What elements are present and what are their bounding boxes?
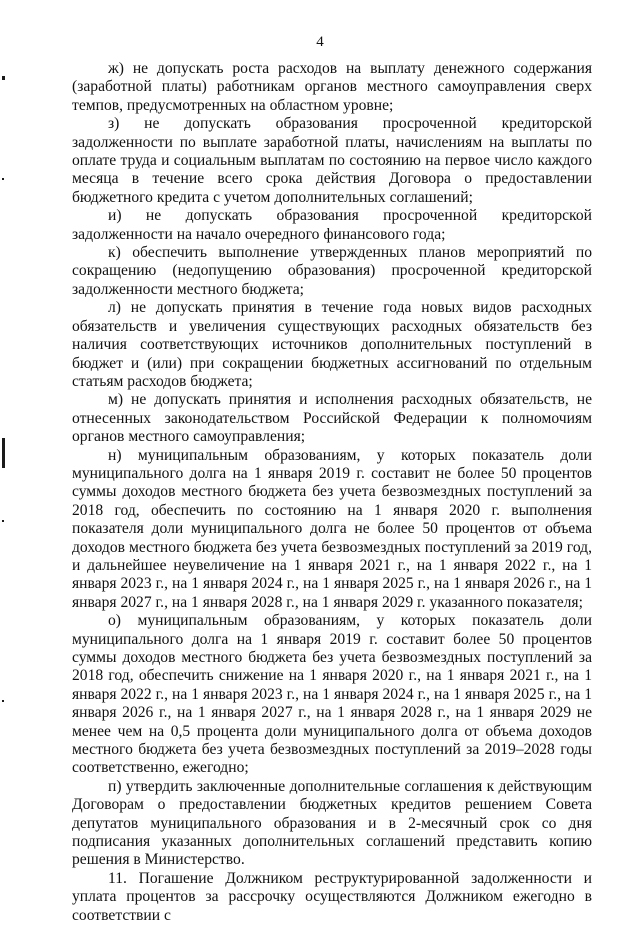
margin-scan-mark — [2, 438, 5, 468]
margin-scan-mark — [2, 700, 4, 702]
paragraph-l: л) не допускать принятия в течение года новых видов расходных обязательств и увеличения существующих расходных обязательств без наличия соответствующих источников дополнительных поступлений в бюджет и (или) при сокращении бюджетных ассигнований по отдельным статьям расходов бюджета; — [72, 299, 592, 390]
paragraph-i: и) не допускать образования просроченной кредиторской задолженности на начало очередного финансового года; — [72, 207, 592, 243]
margin-scan-mark — [2, 178, 4, 180]
page-number: 4 — [316, 34, 324, 50]
paragraph-p: п) утвердить заключенные дополнительные соглашения к действующим Договорам о предоставлении бюджетных кредитов решением Совета депутатов муниципального образования и в 2-месячный срок со дня подписания указанных дополнительных соглашений представить копию решения в Министерство. — [72, 777, 592, 869]
paragraph-11: 11. Погашение Должником реструктурированной задолженности и уплата процентов за рассрочку осуществляются Должником ежегодно в соответствии с — [72, 869, 592, 924]
paragraph-k: к) обеспечить выполнение утвержденных планов мероприятий по сокращению (недопущению образования) просроченной кредиторской задолженности местного бюджета; — [72, 244, 592, 298]
paragraph-o: о) муниципальным образованиям, у которых показатель доли муниципального долга на 1 января 2019 г. составит более 50 процентов суммы доходов местного бюджета без учета безвозмездных поступлений за 2018 год, обеспечить снижение на 1 января 2020 г., на 1 января 2021 г., на 1 января 2022 г., на 1 января 2023 г., на 1 января 2024 г., на 1 января 2025 г., на 1 января 2026 г., на 1 января 2027 г., на 1 января 2028 г., на 1 января 2029 не менее чем на 0,5 процента доли муниципального долга от объема доходов местного бюджета без учета безвозмездных поступлений за 2019–2028 годы соответственно, ежегодно; — [72, 612, 592, 777]
paragraph-zh: ж) не допускать роста расходов на выплату денежного содержания (заработной платы) работникам органов местного самоуправления сверх темпов, предусмотренных на областном уровне; — [72, 60, 592, 114]
margin-scan-mark — [2, 76, 5, 80]
paragraph-n: н) муниципальным образованиям, у которых показатель доли муниципального долга на 1 января 2019 г. составит не более 50 процентов суммы доходов местного бюджета без учета безвозмездных поступлений за 2018 год, обеспечить по состоянию на 1 января 2020 г. выполнения показателя доли муниципального долга не более 50 процентов от объема доходов местного бюджета без учета безвозмездных поступлений за 2019 год, и дальнейшее неувеличение на 1 января 2021 г., на 1 января 2022 г., на 1 января 2023 г., на 1 января 2024 г., на 1 января 2025 г., на 1 января 2026 г., на 1 января 2027 г., на 1 января 2028 г., на 1 января 2029 г. указанного показателя; — [72, 446, 592, 611]
paragraph-z: з) не допускать образования просроченной кредиторской задолженности по выплате заработной платы, начислениям на выплаты по оплате труда и социальным выплатам по состоянию на первое число каждого месяца в течение всего срока действия Договора о предоставлении бюджетного кредита с учетом дополнительных соглашений; — [72, 115, 592, 206]
document-body — [72, 60, 592, 925]
paragraph-m: м) не допускать принятия и исполнения расходных обязательств, не отнесенных законодательством Российской Федерации к полномочиям органов местного самоуправления; — [72, 391, 592, 446]
margin-scan-mark — [2, 520, 4, 522]
